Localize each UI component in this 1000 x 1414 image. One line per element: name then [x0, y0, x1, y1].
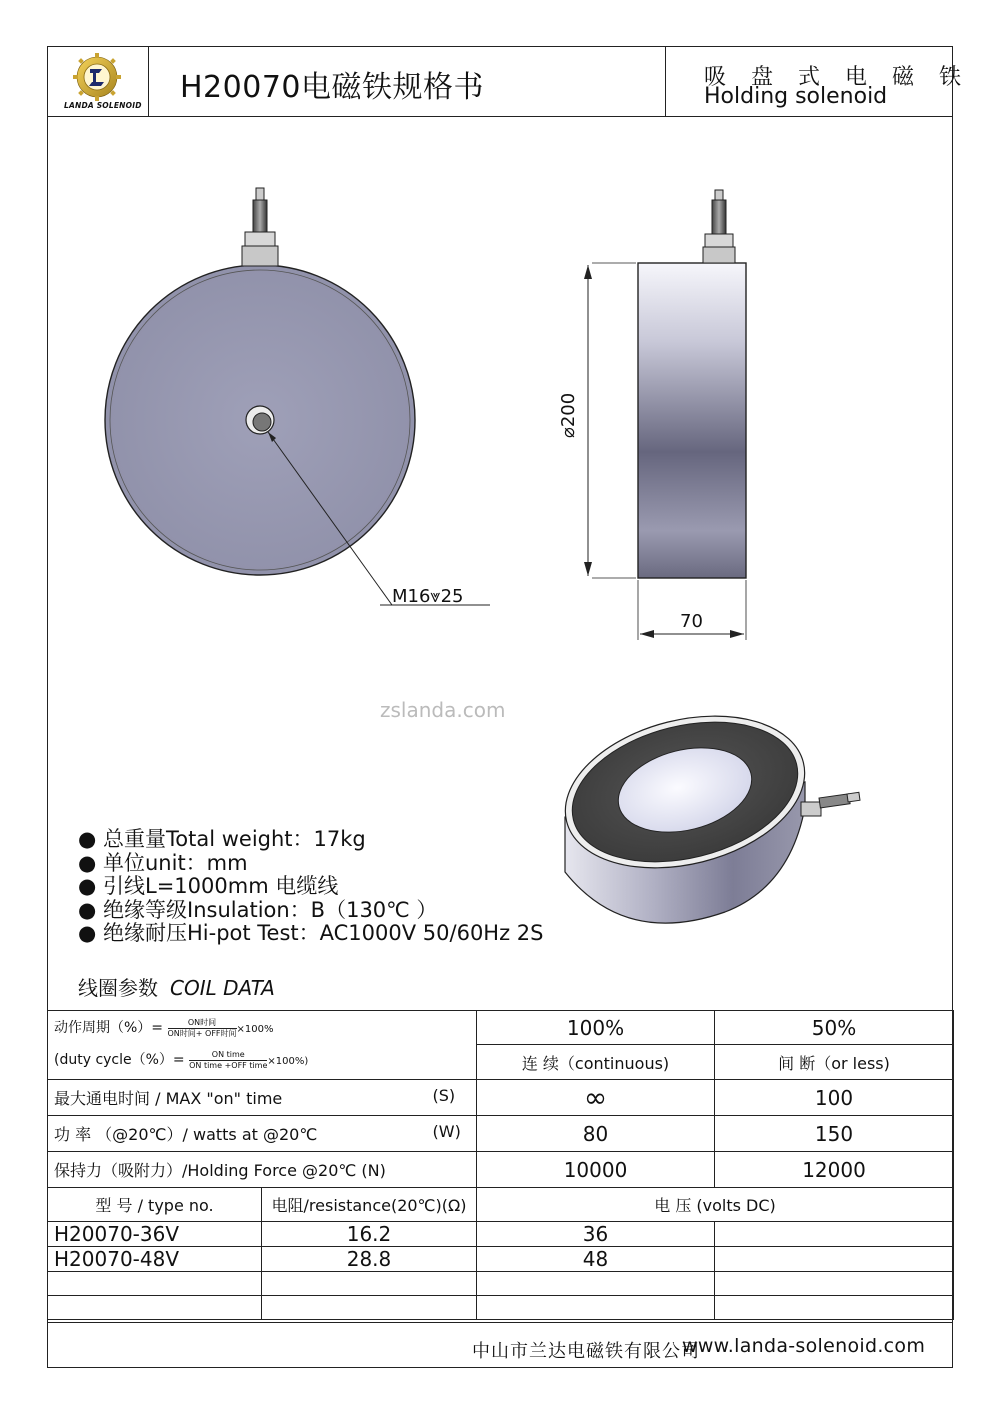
table-row: [48, 1222, 954, 1247]
voltage-cell: 48: [477, 1247, 715, 1272]
power-label-cell: [48, 1116, 477, 1152]
max-on-100-cell: ∞: [477, 1080, 715, 1116]
empty-cell: [48, 1272, 262, 1296]
table-row: [48, 1296, 954, 1320]
type-cell: H20070-36V: [48, 1222, 262, 1247]
empty-cell: [48, 1296, 262, 1320]
max-on-label-cell: [48, 1080, 477, 1116]
landa-logo-icon: [68, 52, 126, 102]
continuous-cell: 连 续（continuous): [477, 1045, 715, 1080]
spec-hipot: ● 绝缘耐压Hi-pot Test：AC1000V 50/60Hz 2S: [78, 921, 544, 945]
footer-divider: [47, 1322, 953, 1323]
power-unit: (W): [432, 1122, 461, 1141]
isometric-view-drawing: [555, 712, 865, 932]
spec-unit: ● 单位unit：mm: [78, 850, 248, 875]
duty-label-en: (duty cycle（%）=: [54, 1052, 185, 1068]
coil-data-heading: [78, 972, 275, 1001]
coil-heading-en: COIL DATA: [170, 976, 275, 1000]
table-row: [48, 1011, 954, 1045]
footer-url[interactable]: www.landa-solenoid.com: [682, 1335, 926, 1357]
product-type-cn: 吸 盘 式 电 磁 铁: [704, 65, 970, 90]
duty-fraction-en: $\frac{\text{ON time}}{\text{ON time +OFF time}}$: [189, 1049, 268, 1070]
diameter-label: ⌀200: [558, 392, 579, 438]
empty-cell: [262, 1296, 477, 1320]
side-view-drawing: [570, 185, 770, 645]
table-row: [48, 1188, 954, 1222]
empty-cell: [262, 1272, 477, 1296]
table-row: [48, 1152, 954, 1188]
spec-lead: ● 引线L=1000mm 电缆线: [78, 874, 339, 898]
header-divider: [47, 116, 953, 117]
watermark: zslanda.com: [380, 698, 506, 722]
max-on-unit: (S): [432, 1086, 456, 1105]
duty-50-cell: 50%: [715, 1011, 954, 1045]
spec-insulation: ● 绝缘等级Insulation：B（130℃ ）: [78, 897, 438, 922]
table-row: [48, 1080, 954, 1116]
table-row: [48, 1247, 954, 1272]
empty-cell: [715, 1222, 954, 1247]
table-row: [48, 1272, 954, 1296]
intermittent-cell: 间 断（or less): [715, 1045, 954, 1080]
footer-company: 中山市兰达电磁铁有限公司: [472, 1341, 700, 1362]
coil-heading-cn: 线圈参数: [78, 976, 158, 1000]
duty-fraction-cn: $\frac{\text{ON时间}}{\text{ON时间+ OFF时间}}$: [167, 1017, 237, 1038]
empty-cell: [715, 1296, 954, 1320]
empty-cell: [477, 1296, 715, 1320]
front-view-drawing: [90, 180, 530, 620]
power-50-cell: 150: [715, 1116, 954, 1152]
specs-list: [78, 828, 544, 946]
header-separator: [665, 46, 666, 116]
header-separator: [148, 46, 149, 116]
empty-cell: [715, 1247, 954, 1272]
duty-100-cell: 100%: [477, 1011, 715, 1045]
power-100-cell: 80: [477, 1116, 715, 1152]
resistance-cell: 28.8: [262, 1247, 477, 1272]
type-cell: H20070-48V: [48, 1247, 262, 1272]
max-on-label: 最大通电时间 / MAX "on" time: [54, 1089, 283, 1108]
empty-cell: [477, 1272, 715, 1296]
document-title: H20070电磁铁规格书: [180, 70, 484, 105]
width-label: 70: [680, 611, 703, 632]
max-on-50-cell: 100: [715, 1080, 954, 1116]
type-header: 型 号 / type no.: [48, 1188, 262, 1222]
table-row: [48, 1116, 954, 1152]
thread-label: M16⩔25: [392, 586, 464, 607]
product-type-en: Holding solenoid: [704, 84, 888, 109]
force-label-cell: 保持力（吸附力）/Holding Force @20℃ (N): [48, 1152, 477, 1188]
resistance-header: 电阻/resistance(20℃)(Ω): [262, 1188, 477, 1222]
resistance-cell: 16.2: [262, 1222, 477, 1247]
voltage-cell: 36: [477, 1222, 715, 1247]
logo-text: LANDA SOLENOID: [64, 101, 142, 110]
coil-data-table: [47, 1010, 954, 1320]
duty-cycle-label: 动作周期（%）= $\frac{\text{ON时间}}{\text{ON时间+ OFF时间}}$ ×100% (duty cycle（%）= $\frac{\text{ON time}}{\text{ON time +OFF time}}$ ×100%): [48, 1011, 477, 1080]
power-label: 功 率 （@20℃）/ watts at @20℃: [54, 1125, 318, 1144]
voltage-header: 电 压 (volts DC): [477, 1188, 954, 1222]
duty-label-cn: 动作周期（%）=: [54, 1020, 164, 1036]
spec-weight: ● 总重量Total weight：17kg: [78, 827, 366, 851]
force-100-cell: 10000: [477, 1152, 715, 1188]
force-50-cell: 12000: [715, 1152, 954, 1188]
empty-cell: [715, 1272, 954, 1296]
